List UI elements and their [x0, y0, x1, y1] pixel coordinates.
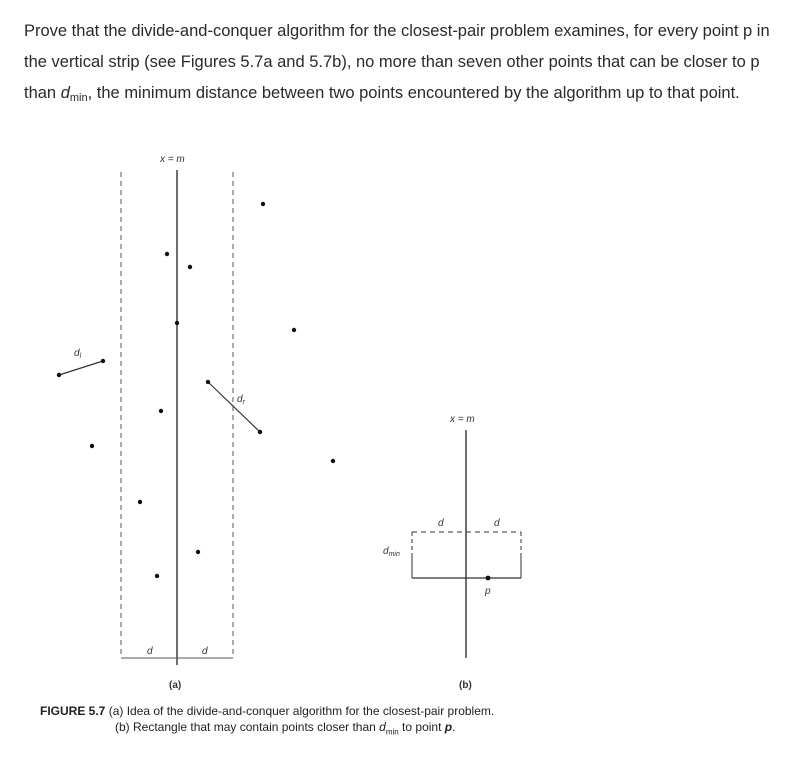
dl-segment — [59, 361, 103, 375]
dmin-subscript: min — [69, 92, 88, 104]
point — [188, 265, 192, 269]
point — [165, 252, 169, 256]
median-line-label-b: x = m — [450, 414, 475, 425]
point — [292, 328, 296, 332]
point — [261, 202, 265, 206]
figure-a — [57, 154, 335, 691]
point — [155, 574, 159, 578]
point — [206, 380, 210, 384]
problem-text-part2: , the minimum distance between two points encountered by the algorithm up to that point. — [87, 84, 740, 102]
point — [101, 359, 105, 363]
d-label-left: d — [147, 646, 153, 657]
figure-caption-line2: (b) Rectangle that may contain points closer than $d_{min}$ to point p. — [115, 720, 456, 737]
median-line-label: x = m — [160, 154, 185, 165]
point — [159, 409, 163, 413]
dl-label: $d_l$ — [74, 348, 82, 360]
point — [331, 459, 335, 463]
d-label-left-b: d — [438, 518, 444, 529]
problem-text-part1: Prove that the divide-and-conquer algorithm for the closest-pair problem examines, for every point p in the vertical strip (see Figures 5.7a and 5.7b), no more than seven other points that can be closer to p than — [24, 22, 770, 102]
d-label-right-b: d — [494, 518, 500, 529]
point-p — [486, 576, 491, 581]
d-label-right: d — [202, 646, 208, 657]
subfigure-label-b: (b) — [459, 680, 472, 691]
dr-segment — [208, 382, 260, 432]
subfigure-label-a: (a) — [169, 680, 182, 691]
dmin-label-b: $d_{min}$ — [383, 546, 400, 558]
dmin-symbol: d — [60, 84, 70, 102]
dr-label: $d_r$ — [237, 394, 245, 406]
point — [57, 373, 61, 377]
p-label: p — [485, 586, 491, 597]
point — [138, 500, 142, 504]
figure-caption-line1: FIGURE 5.7 (a) Idea of the divide-and-conquer algorithm for the closest-pair problem. — [40, 704, 495, 718]
figure-label: FIGURE 5.7 — [40, 704, 106, 718]
point — [90, 444, 94, 448]
figure-b — [383, 414, 521, 691]
point — [196, 550, 200, 554]
point — [175, 321, 179, 325]
point — [258, 430, 262, 434]
